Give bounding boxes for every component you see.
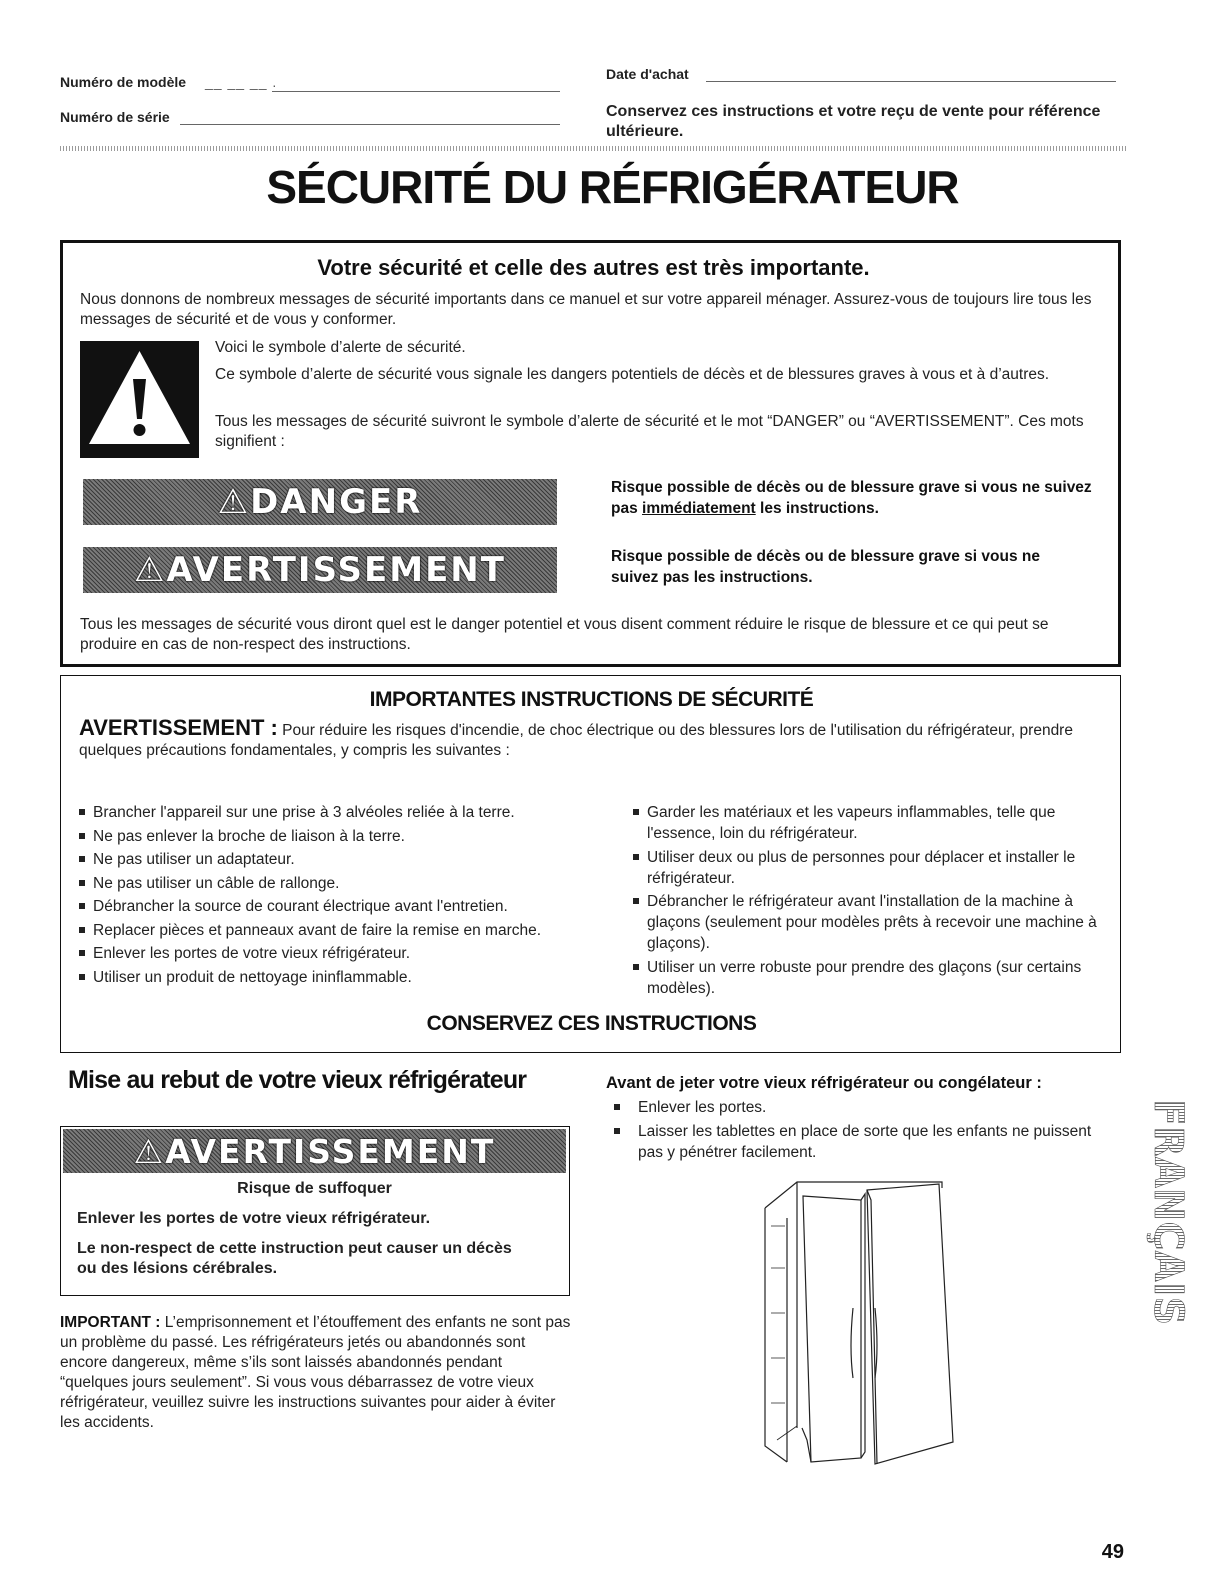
safety-heading: Votre sécurité et celle des autres est très importante. — [317, 255, 870, 280]
disposal-title: Mise au rebut de votre vieux réfrigérateur — [68, 1066, 527, 1094]
danger-banner — [83, 479, 557, 525]
important-instructions-title: IMPORTANTES INSTRUCTIONS DE SÉCURITÉ — [369, 688, 814, 711]
important-instructions-box — [60, 675, 1121, 1053]
list-item: Ne pas utiliser un câble de rallonge. — [79, 873, 639, 894]
before-disposal-title: Avant de jeter votre vieux réfrigérateur ou congélateur : — [606, 1074, 1042, 1092]
disposal-alert-icon: ⚠ — [133, 1131, 166, 1171]
warning-alert-icon: ⚠ — [134, 550, 167, 590]
important-text: L’emprisonnement et l’étouffement des enfants ne sont pas un problème du passé. Les réfrigérateurs jetés ou abandonnés sont encore dangereux, même s’ils sont laissés abandonnés pendant “quelques jours seulement”. Si vous vous débarrassez de votre vieux réfrigérateur, veuillez suivre les instructions suivantes pour aider à éviter les accidents. — [60, 1314, 571, 1431]
disposal-warning-banner — [63, 1129, 566, 1173]
safety-box — [60, 240, 1121, 667]
list-item: Utiliser deux ou plus de personnes pour déplacer et installer le réfrigérateur. — [633, 847, 1103, 889]
disposal-warning-label: AVERTISSEMENT — [165, 1131, 496, 1171]
model-number-label: Numéro de modèle — [60, 74, 187, 90]
save-instructions-title: CONSERVEZ CES INSTRUCTIONS — [426, 1012, 757, 1035]
francais-side-tab — [1144, 1082, 1188, 1342]
safety-alert-symbol-icon — [80, 341, 199, 458]
model-number-value: __ __ __ . — [205, 74, 278, 90]
danger-description — [611, 477, 1111, 519]
symbol-text-1: Voici le symbole d’alerte de sécurité. — [215, 339, 466, 356]
purchase-date-line — [706, 81, 1116, 82]
danger-desc-end: les instructions. — [755, 500, 879, 517]
serial-number-label: Numéro de série — [60, 109, 170, 125]
instructions-warning-word: AVERTISSEMENT : — [79, 715, 278, 740]
danger-desc-text: Risque possible de décès ou de blessure grave si vous ne suivez pas — [611, 479, 1092, 517]
safety-outro: Tous les messages de sécurité vous diront quel est le danger potentiel et vous disent comment réduire le risque de blessure et ce qui peut se produire en cas de non-respect des instructions. — [80, 616, 1049, 653]
symbol-text-2: Ce symbole d’alerte de sécurité vous signale les dangers potentiels de décès et de blessures graves à vous et à d’autres. — [215, 366, 1050, 383]
list-item: Utiliser un produit de nettoyage ininflammable. — [79, 967, 639, 988]
refrigerator-doors-open-illustration — [757, 1178, 962, 1468]
side-tab-label: FRANÇAIS — [1145, 1098, 1188, 1326]
danger-desc-emphasis: immédiatement — [642, 500, 756, 517]
list-item: Débrancher la source de courant électrique avant l'entretien. — [79, 896, 639, 917]
instructions-warning-text: Pour réduire les risques d'incendie, de choc électrique ou des blessures lors de l'utilisation du réfrigérateur, prendre quelques précautions fondamentales, y compris les suivantes : — [79, 722, 1073, 759]
instructions-warning — [79, 715, 1099, 761]
list-item: Laisser les tablettes en place de sorte que les enfants ne puissent pas y pénétrer facilement. — [606, 1121, 1106, 1163]
important-paragraph — [60, 1313, 572, 1433]
remove-doors-text: Enlever les portes de votre vieux réfrigérateur. — [77, 1210, 431, 1227]
purchase-date-label: Date d'achat — [606, 66, 689, 82]
list-item: Utiliser un verre robuste pour prendre des glaçons (sur certains modèles). — [633, 957, 1103, 999]
list-item: Ne pas enlever la broche de liaison à la terre. — [79, 826, 639, 847]
list-item: Replacer pièces et panneaux avant de faire la remise en marche. — [79, 920, 639, 941]
list-item: Brancher l'appareil sur une prise à 3 alvéoles reliée à la terre. — [79, 802, 639, 823]
warning-label: AVERTISSEMENT — [166, 550, 506, 590]
warning-banner — [83, 547, 557, 593]
list-item: Débrancher le réfrigérateur avant l'installation de la machine à glaçons (seulement pour modèles prêts à recevoir une machine à glaçons). — [633, 891, 1103, 954]
model-number-line — [272, 91, 560, 92]
list-item: Garder les matériaux et les vapeurs inflammables, telle que l'essence, loin du réfrigérateur. — [633, 802, 1103, 844]
safety-intro: Nous donnons de nombreux messages de sécurité importants dans ce manuel et sur votre appareil ménager. Assurez-vous de toujours lire tous les messages de sécurité et de vous y conformer. — [80, 291, 1092, 328]
danger-alert-icon: ⚠ — [217, 482, 251, 522]
symbol-text-3: Tous les messages de sécurité suivront le symbole d’alerte de sécurité et le mot “DANGER” ou “AVERTISSEMENT”. Ces mots signifient : — [215, 413, 1084, 450]
disposal-warning-box — [60, 1126, 570, 1296]
page-title: SÉCURITÉ DU RÉFRIGÉRATEUR — [266, 161, 959, 213]
left-instructions-list — [79, 802, 639, 990]
list-item: Enlever les portes de votre vieux réfrigérateur. — [79, 943, 639, 964]
warning-description: Risque possible de décès ou de blessure grave si vous ne suivez pas les instructions. — [611, 548, 1040, 586]
danger-label: DANGER — [250, 482, 423, 522]
consequence-text: Le non-respect de cette instruction peut causer un décès ou des lésions cérébrales. — [77, 1240, 512, 1277]
list-item: Enlever les portes. — [606, 1097, 1106, 1118]
page-number: 49 — [1101, 1541, 1124, 1563]
list-item: Ne pas utiliser un adaptateur. — [79, 849, 639, 870]
before-disposal-list — [606, 1097, 1106, 1165]
serial-number-line — [180, 124, 560, 125]
keep-instructions-note: Conservez ces instructions et votre reçu de vente pour référence ultérieure. — [606, 103, 1101, 140]
important-word: IMPORTANT : — [60, 1314, 161, 1331]
suffocation-risk: Risque de suffoquer — [237, 1180, 392, 1197]
right-instructions-list — [633, 802, 1103, 1001]
header-separator — [60, 146, 1128, 151]
